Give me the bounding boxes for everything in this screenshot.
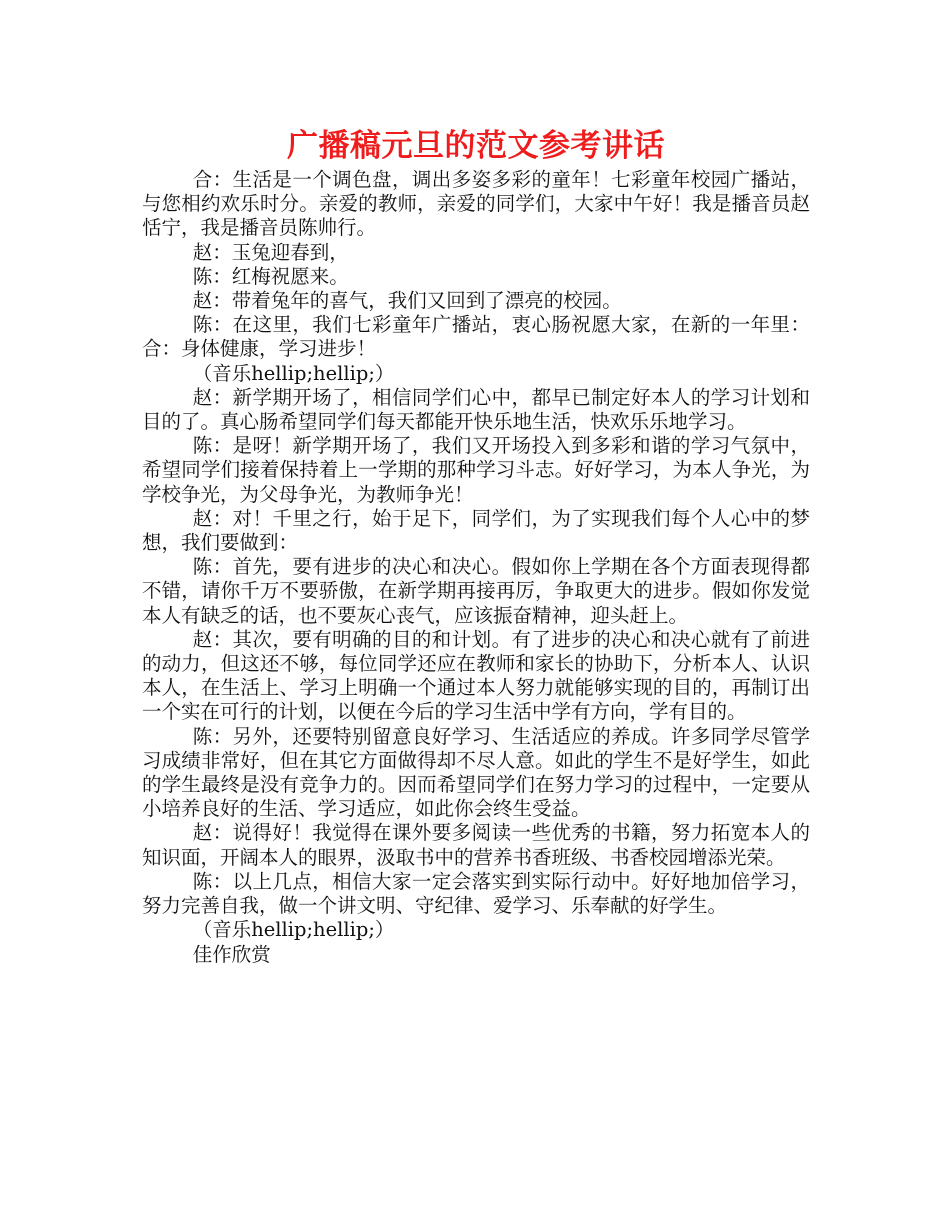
paragraph: 陈：是呀！新学期开场了，我们又开场投入到多彩和谐的学习气氛中，希望同学们接着保持着上一学期的那种学习斗志。好好学习，为本人争光，为学校争光，为父母争光，为教师争光！ (142, 434, 810, 506)
paragraph: （音乐hellip;hellip;） (192, 361, 395, 385)
paragraph: 陈：红梅祝愿来。 (192, 264, 349, 288)
paragraph: 赵：玉兔迎春到， (192, 240, 349, 264)
paragraph: 赵：其次，要有明确的目的和计划。有了进步的决心和决心就有了前进的动力，但这还不够，每位同学还应在教师和家长的协助下，分析本人、认识本人，在生活上、学习上明确一个通过本人努力就能够实现的目的，再制订出一个实在可行的计划，以便在今后的学习生活中学有方向，学有目的。 (142, 627, 810, 724)
paragraph: 陈：首先，要有进步的决心和决心。假如你上学期在各个方面表现得都不错，请你千万不要骄傲，在新学期再接再厉，争取更大的进步。假如你发觉本人有缺乏的话，也不要灰心丧气，应该振奋精神，迎头赶上。 (142, 555, 810, 627)
paragraph: 陈：以上几点，相信大家一定会落实到实际行动中。好好地加倍学习，努力完善自我，做一个讲文明、守纪律、爱学习、乐奉献的好学生。 (142, 869, 810, 918)
document-title: 广播稿元旦的范文参考讲话 (287, 128, 665, 164)
paragraph: 合：生活是一个调色盘，调出多姿多彩的童年！七彩童年校园广播站，与您相约欢乐时分。亲爱的教师，亲爱的同学们，大家中午好！我是播音员赵恬宁，我是播音员陈帅行。 (142, 168, 810, 240)
paragraph: 赵：新学期开场了，相信同学们心中，都早已制定好本人的学习计划和目的了。真心肠希望同学们每天都能开快乐地生活，快欢乐乐地学习。 (142, 385, 810, 434)
paragraph: 赵：带着兔年的喜气，我们又回到了漂亮的校园。 (192, 289, 622, 313)
paragraph: （音乐hellip;hellip;） (192, 918, 395, 942)
document-page (142, 124, 810, 967)
document-body (142, 168, 810, 967)
paragraph: 陈：另外，还要特别留意良好学习、生活适应的养成。许多同学尽管学习成绩非常好，但在其它方面做得却不尽人意。如此的学生不是好学生，如此的学生最终是没有竞争力的。因而希望同学们在努力学习的过程中，一定要从小培养良好的生活、学习适应，如此你会终生受益。 (142, 724, 810, 821)
paragraph: 赵：对！千里之行，始于足下，同学们，为了实现我们每个人心中的梦想，我们要做到： (142, 506, 810, 555)
paragraph: 陈：在这里，我们七彩童年广播站，衷心肠祝愿大家，在新的一年里：合：身体健康，学习进步！ (142, 313, 810, 361)
paragraph: 佳作欣赏 (192, 942, 271, 966)
paragraph: 赵：说得好！我觉得在课外要多阅读一些优秀的书籍，努力拓宽本人的知识面，开阔本人的眼界，汲取书中的营养书香班级、书香校园增添光荣。 (142, 821, 810, 869)
